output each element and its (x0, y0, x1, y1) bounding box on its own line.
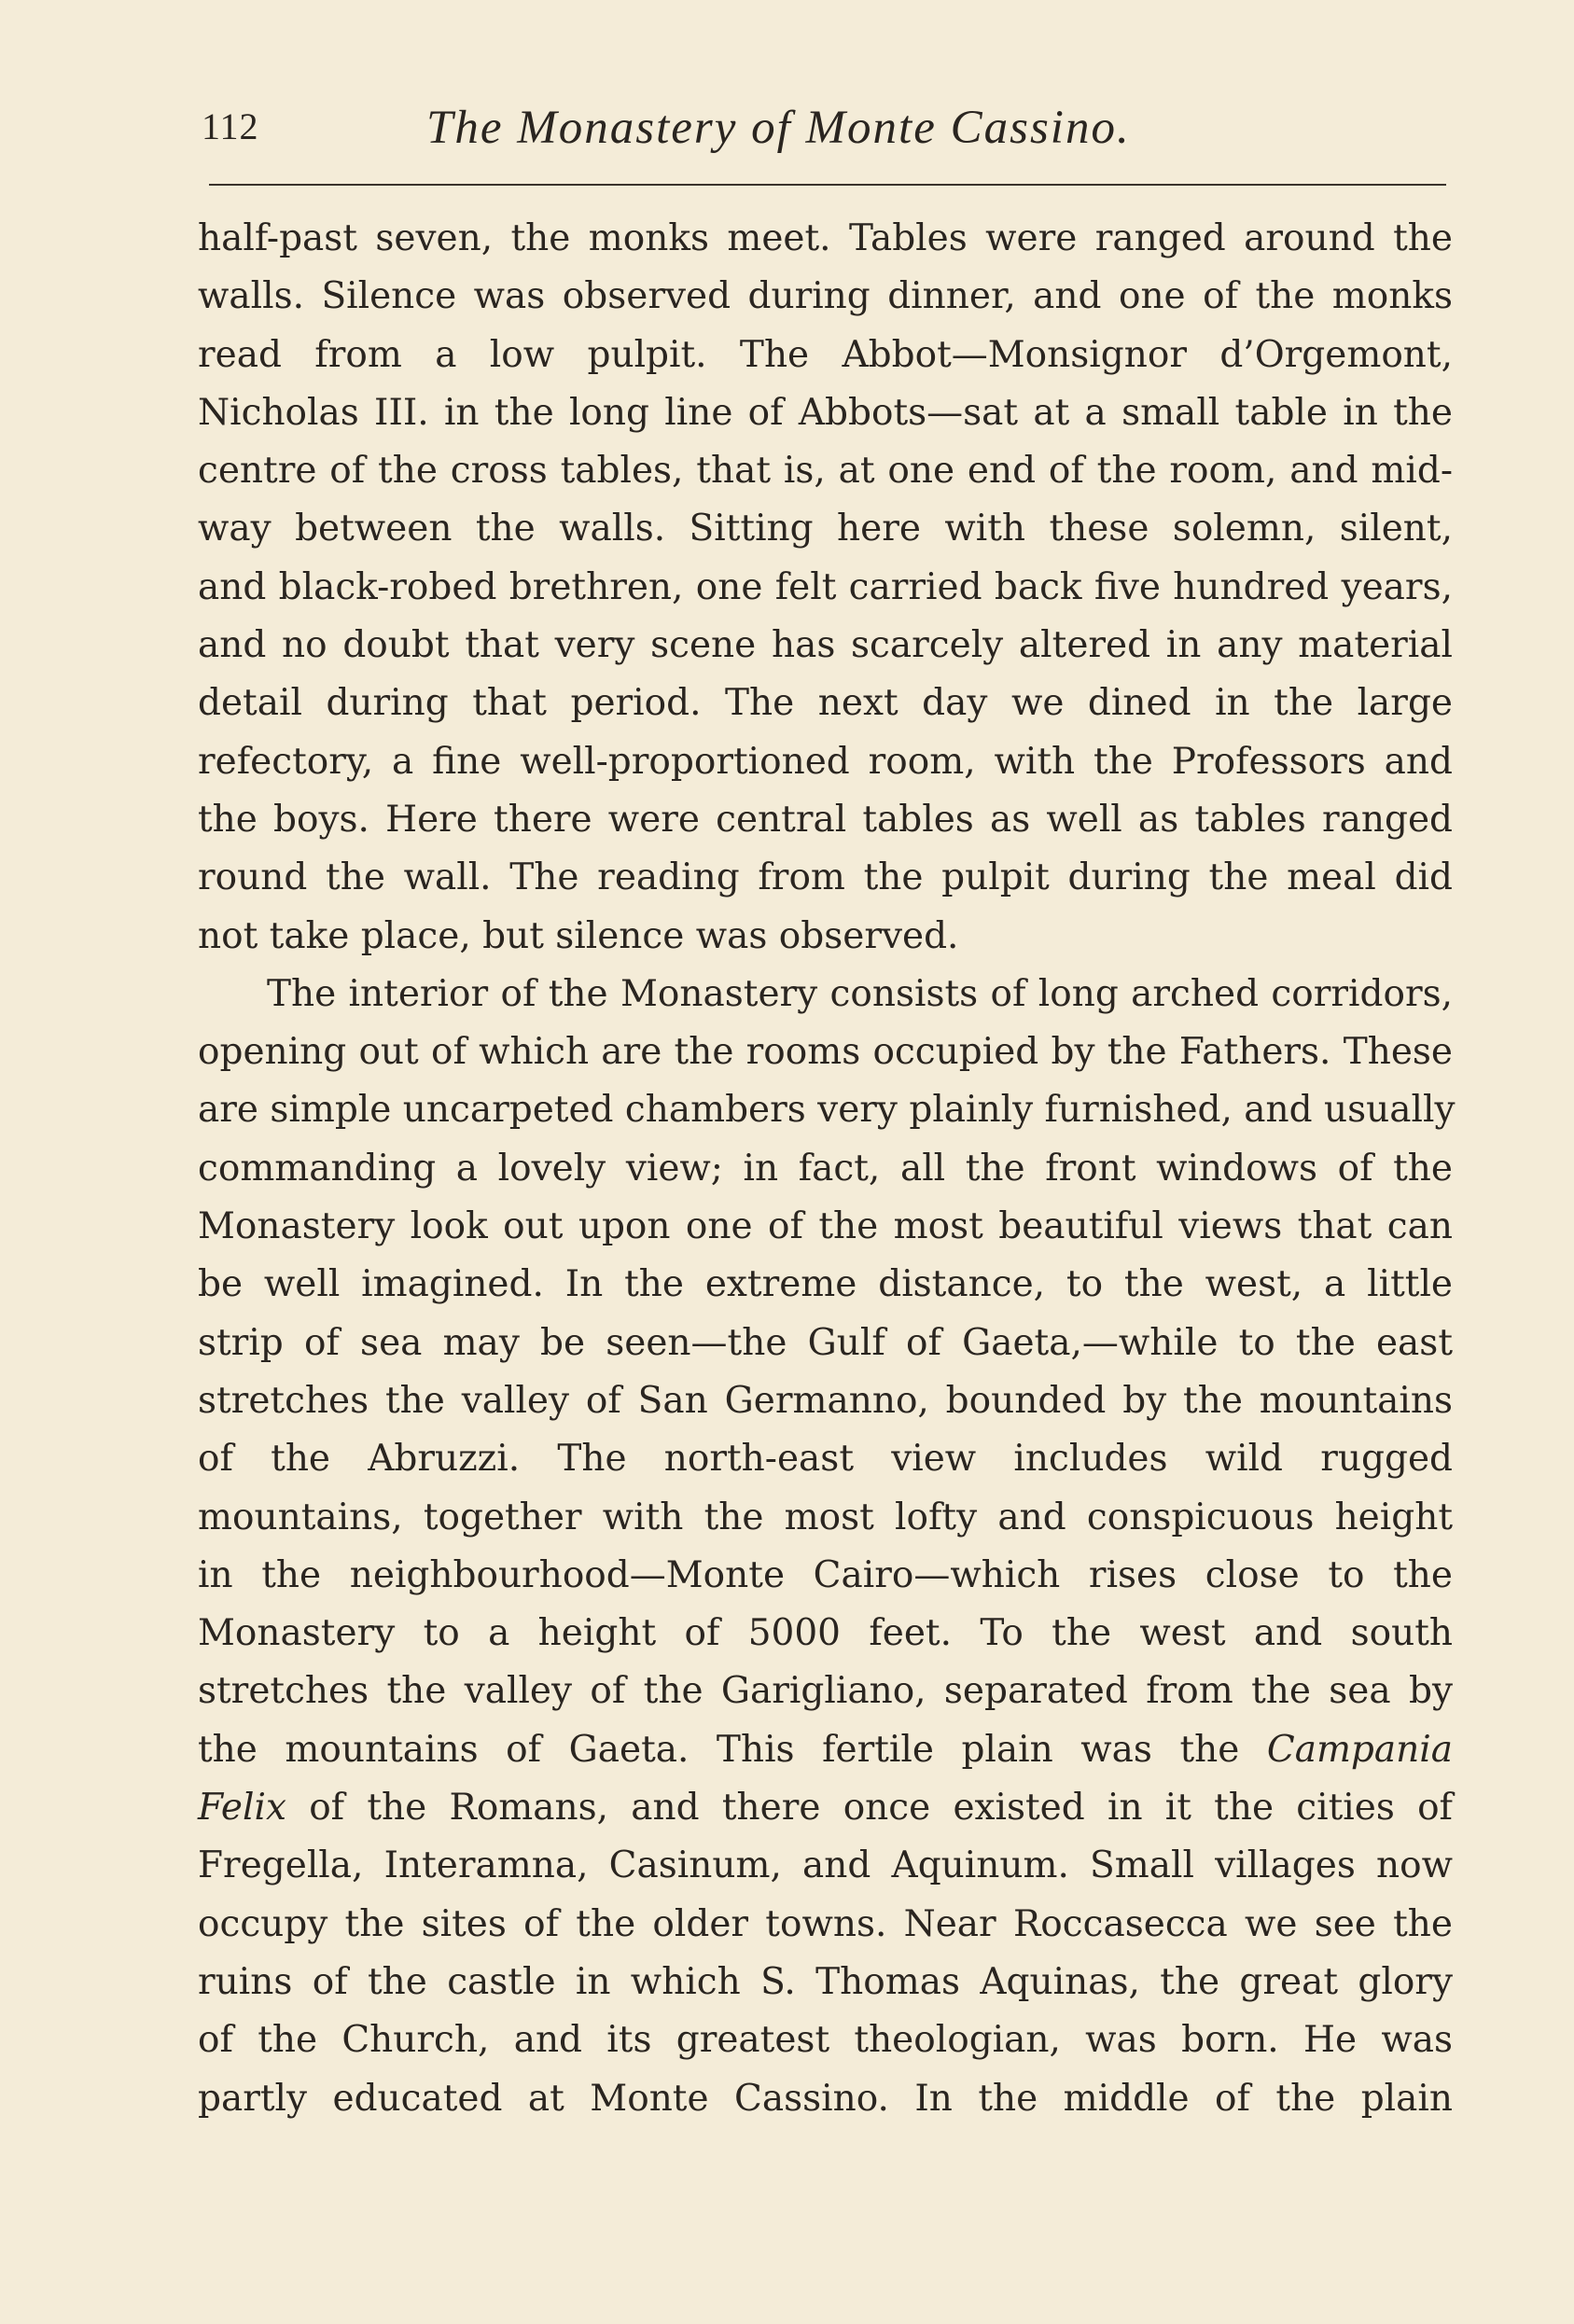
text-line (198, 1721, 1453, 1779)
text-line: walls. Silence was observed during dinner, and one of the monks (198, 275, 1453, 318)
text-line: mountains, together with the most lofty and conspicuous height (198, 1496, 1453, 1538)
text-run: of the Romans, and there once existed in it the cities of (286, 1787, 1453, 1830)
text-line: ruins of the castle in which S. Thomas Aquinas, the great glory (198, 1960, 1453, 2003)
body-text (198, 210, 1456, 2128)
text-line: and no doubt that very scene has scarcely altered in any material (198, 624, 1453, 667)
text-line: read from a low pulpit. The Abbot—Monsignor d’Orgemont, (198, 333, 1453, 376)
text-line: stretches the valley of the Garigliano, separated from the sea by (198, 1670, 1453, 1713)
text-line: of the Church, and its greatest theologian, was born. He was (198, 2019, 1453, 2062)
text-line: partly educated at Monte Cassino. In the middle of the plain (198, 2077, 1453, 2120)
text-line: in the neighbourhood—Monte Cairo—which rises close to the (198, 1553, 1453, 1596)
text-line: strip of sea may be seen—the Gulf of Gaeta,—while to the east (198, 1321, 1453, 1364)
text-line: Nicholas III. in the long line of Abbots—sat at a small table in the (198, 391, 1453, 434)
running-head (198, 101, 1448, 166)
paragraph-first-line: The interior of the Monastery consists of long arched corridors, (267, 972, 1453, 1015)
text-line: are simple uncarpeted chambers very plainly furnished, and usually (198, 1089, 1456, 1132)
text-line: the boys. Here there were central tables as well as tables ranged (198, 798, 1453, 841)
header-rule (209, 184, 1446, 186)
text-line (198, 1779, 1453, 1837)
text-run: the mountains of Gaeta. This fertile plain was the (198, 1728, 1267, 1771)
text-line: Monastery look out upon one of the most beautiful views that can (198, 1205, 1453, 1248)
page-number: 112 (202, 105, 259, 147)
text-line: Fregella, Interamna, Casinum, and Aquinum. Small villages now (198, 1844, 1453, 1887)
text-line: half-past seven, the monks meet. Tables were ranged around the (198, 217, 1453, 259)
text-line: detail during that period. The next day we dined in the large (198, 682, 1453, 725)
text-line: Monastery to a height of 5000 feet. To the west and south (198, 1612, 1453, 1655)
text-line: stretches the valley of San Germanno, bounded by the mountains (198, 1379, 1453, 1422)
text-line: centre of the cross tables, that is, at one end of the room, and mid- (198, 450, 1453, 493)
paragraph-end-line: not take place, but silence was observed. (198, 914, 959, 957)
text-line: of the Abruzzi. The north-east view includes wild rugged (198, 1438, 1453, 1481)
text-line: opening out of which are the rooms occupied by the Fathers. These (198, 1031, 1453, 1074)
italic-term: Campania (1266, 1728, 1453, 1771)
text-line: commanding a lovely view; in fact, all the front windows of the (198, 1147, 1453, 1190)
text-line: and black-robed brethren, one felt carried back five hundred years, (198, 565, 1453, 608)
running-title: The Monastery of Monte Cassino. (426, 102, 1131, 154)
text-line: round the wall. The reading from the pulpit during the meal did (198, 856, 1453, 899)
italic-term: Felix (198, 1787, 286, 1830)
text-line: way between the walls. Sitting here with these solemn, silent, (198, 508, 1453, 550)
text-line: occupy the sites of the older towns. Near Roccasecca we see the (198, 1902, 1453, 1945)
text-line: be well imagined. In the extreme distance, to the west, a little (198, 1263, 1453, 1306)
text-line: refectory, a fine well-proportioned room, with the Professors and (198, 740, 1453, 783)
